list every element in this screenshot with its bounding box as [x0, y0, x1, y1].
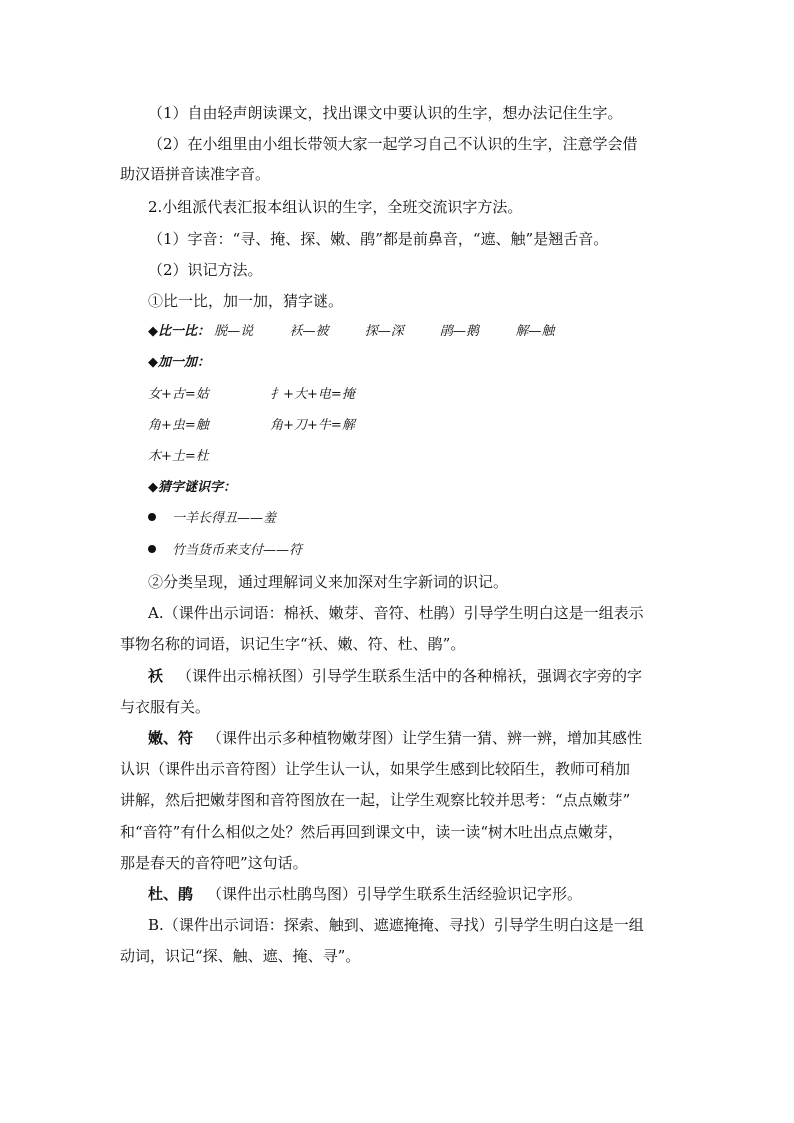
- add-heading: ◆加一加：: [148, 355, 210, 370]
- ao-text: （课件出示棉袄图）引导学生联系生活中的各种棉袄，强调衣字旁的字: [177, 667, 643, 685]
- nf-paragraph-line5: 那是春天的音符吧”这句话。: [120, 854, 308, 872]
- riddle-item: [148, 509, 678, 529]
- step-2-text-line1: （2）在小组里由小组长带领大家一起学习自己不认识的生字，注意学会借: [148, 135, 638, 153]
- riddle-item: [148, 541, 678, 561]
- compare-row: [148, 322, 678, 342]
- nf-paragraph-line3: 讲解，然后把嫩芽图和音符图放在一起，让学生观察比较并思考：“点点嫩芽”: [120, 791, 631, 809]
- add-formula: 角+虫=触: [148, 418, 209, 433]
- ao-paragraph-line2: 与衣服有关。: [120, 698, 211, 716]
- add-formula: 木+土=杜: [148, 449, 209, 464]
- add-row: [148, 416, 678, 436]
- compare-item: 袄—被: [289, 324, 329, 339]
- compare-item: 鹃—鹅: [440, 324, 480, 339]
- method-2-heading: ②分类呈现，通过理解词义来加深对生字新词的识记。: [148, 573, 509, 591]
- add-formula: 扌+大+电=掩: [270, 387, 355, 402]
- nf-text: （课件出示多种植物嫩芽图）让学生猜一猜、辨一辨，增加其感性: [207, 729, 643, 747]
- pronunciation-note: （1）字音：“寻、掩、探、嫩、鹃”都是前鼻音，“遮、触”是翘舌音。: [148, 230, 609, 248]
- term-nen-fu: 嫩、符: [148, 729, 194, 747]
- section-a-line2: 事物名称的词语，识记生字“袄、嫩、符、杜、鹃”。: [120, 635, 466, 653]
- report-heading: 2.小组派代表汇报本组认识的生字，全班交流识字方法。: [148, 198, 523, 216]
- dj-text: （课件出示杜鹃鸟图）引导学生联系生活经验识记字形。: [207, 885, 583, 903]
- dj-paragraph: [148, 884, 678, 904]
- riddle-text: 一羊长得丑——羞: [172, 511, 277, 526]
- compare-item: 脱—说: [214, 324, 254, 339]
- riddle-heading: ◆猜字谜识字：: [148, 480, 236, 495]
- add-formula: 角+刀+牛=解: [270, 418, 355, 433]
- method-1-heading: ①比一比，加一加，猜字谜。: [148, 292, 344, 310]
- memory-method-heading: （2）识记方法。: [148, 261, 263, 279]
- nf-paragraph-line1: [148, 728, 678, 748]
- section-b-line2: 动词，识记“探、触、遮、掩、寻”。: [120, 947, 361, 965]
- riddle-text: 竹当货币来支付——符: [172, 543, 303, 558]
- compare-item: 探—深: [364, 324, 404, 339]
- section-a-line1: A.（课件出示词语：棉袄、嫩芽、音符、杜鹃）引导学生明白这是一组表示: [148, 604, 644, 622]
- nf-paragraph-line4: 和“音符”有什么相似之处？然后再回到课文中，读一读“树木吐出点点嫩芽，: [120, 823, 624, 841]
- bullet-icon: [148, 513, 156, 521]
- compare-heading: ◆比一比：: [148, 324, 210, 339]
- bullet-icon: [148, 545, 156, 553]
- term-ao: 袄: [148, 667, 164, 685]
- add-row: [148, 385, 678, 405]
- add-row: [148, 447, 678, 467]
- compare-item: 解—触: [515, 324, 555, 339]
- step-2-text-line2: 助汉语拼音读准字音。: [120, 165, 271, 183]
- nf-paragraph-line2: 认识（课件出示音符图）让学生认一认，如果学生感到比较陌生，教师可稍加: [120, 760, 631, 778]
- add-formula: 女+古=姑: [148, 387, 209, 402]
- ao-paragraph-line1: [148, 666, 678, 686]
- step-1-text: （1）自由轻声朗读课文，找出课文中要认识的生字，想办法记住生字。: [148, 104, 623, 122]
- section-b-line1: B.（课件出示词语：探索、触到、遮遮掩掩、寻找）引导学生明白这是一组: [148, 916, 644, 934]
- term-du-juan: 杜、鹃: [148, 885, 194, 903]
